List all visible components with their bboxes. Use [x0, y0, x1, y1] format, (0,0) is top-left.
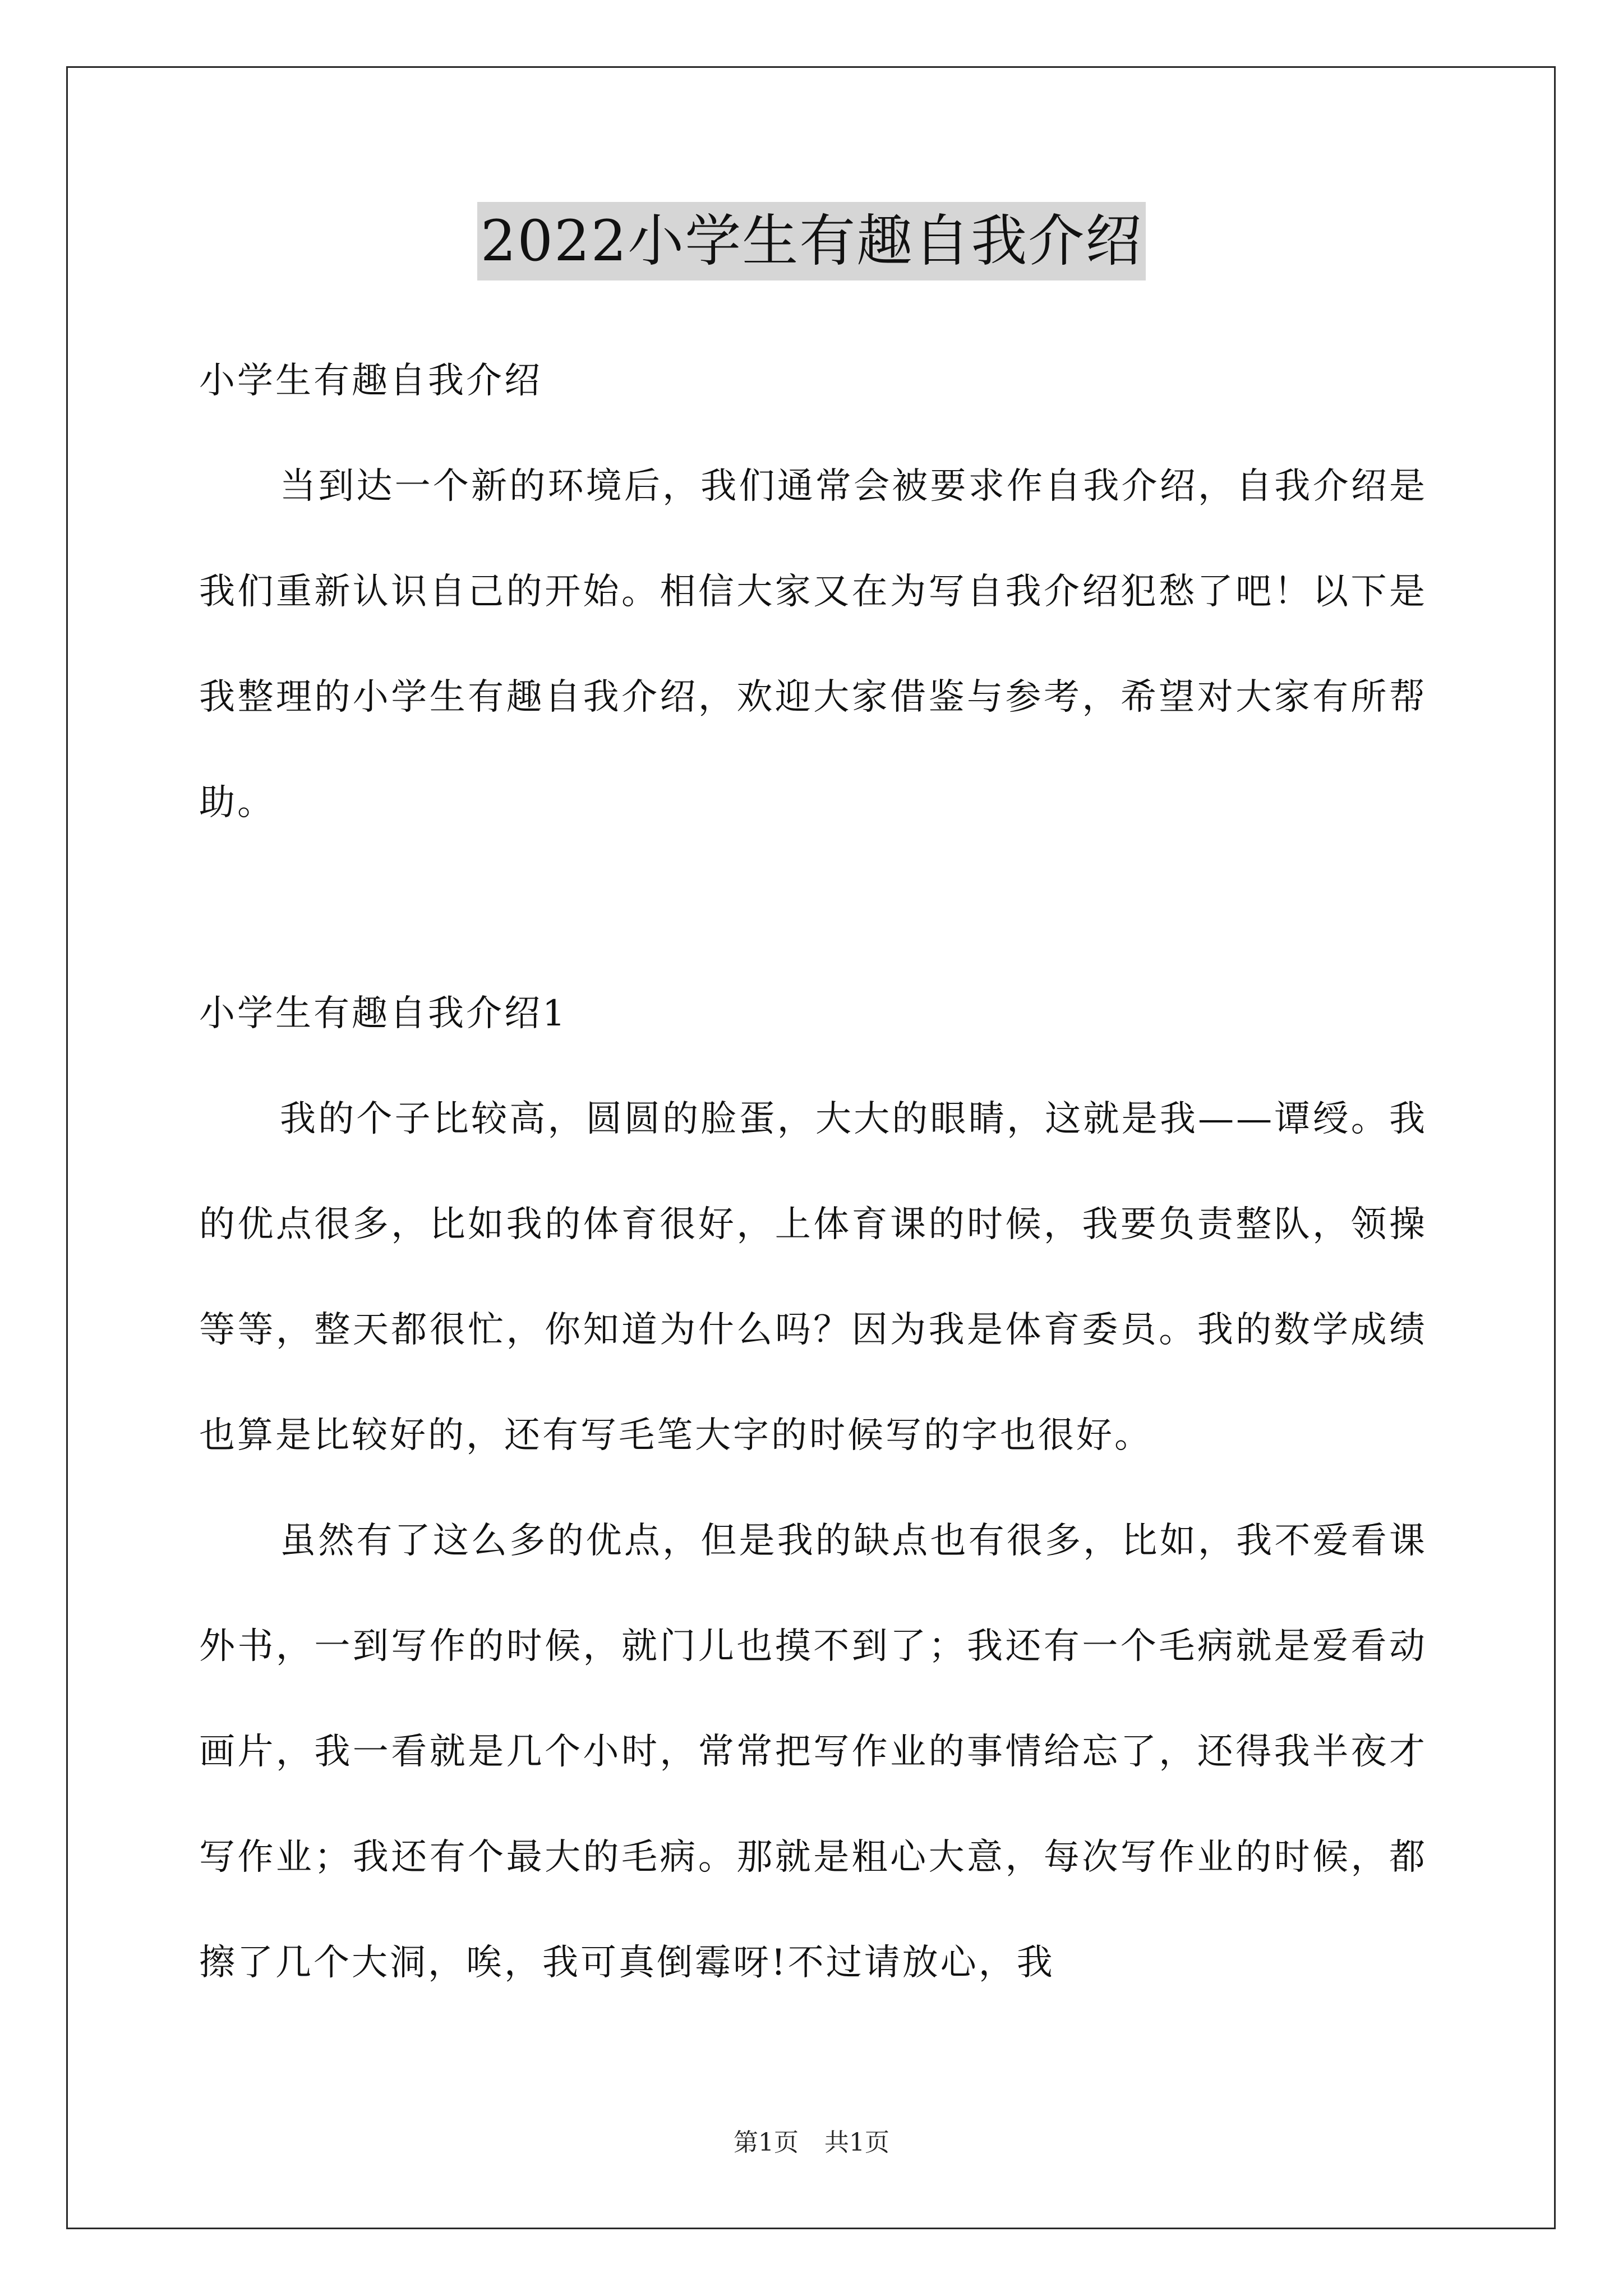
document-title: 2022小学生有趣自我介绍	[477, 202, 1146, 280]
body-paragraph: 当到达一个新的环境后，我们通常会被要求作自我介绍，自我介绍是我们重新认识自己的开始。相信大家又在为写自我介绍犯愁了吧！以下是我整理的小学生有趣自我介绍，欢迎大家借鉴与参考，希望对大家有所帮助。	[199, 466, 1427, 823]
section-heading: 小学生有趣自我介绍1	[199, 993, 568, 1034]
page-number: 第1页	[734, 2128, 799, 2157]
section-heading: 小学生有趣自我介绍	[199, 360, 542, 402]
title-container	[0, 202, 1623, 280]
page-total: 共1页	[824, 2128, 889, 2157]
page-footer	[0, 2126, 1623, 2160]
body-paragraph: 虽然有了这么多的优点，但是我的缺点也有很多，比如，我不爱看课外书，一到写作的时候，就门儿也摸不到了；我还有一个毛病就是爱看动画片，我一看就是几个小时，常常把写作业的事情给忘了，还得我半夜才写作业；我还有个最大的毛病。那就是粗心大意，每次写作业的时候，都擦了几个大洞，唉，我可真倒霉呀!不过请放心，我	[199, 1520, 1427, 1984]
document-body	[199, 328, 1427, 2016]
body-paragraph: 我的个子比较高，圆圆的脸蛋，大大的眼睛，这就是我——谭绶。我的优点很多，比如我的体育很好，上体育课的时候，我要负责整队，领操等等，整天都很忙，你知道为什么吗？因为我是体育委员。我的数学成绩也算是比较好的，还有写毛笔大字的时候写的字也很好。	[199, 1098, 1427, 1456]
